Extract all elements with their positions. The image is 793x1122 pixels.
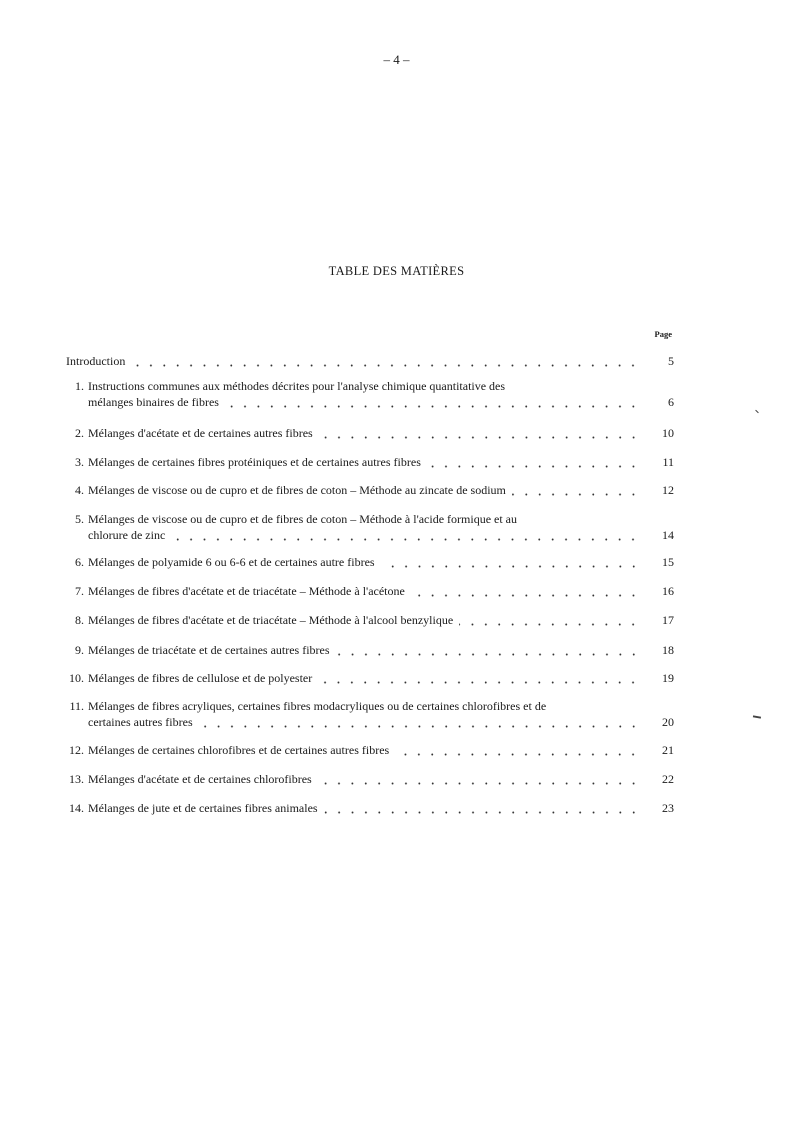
entry-title: Mélanges de triacétate et de certaines autres fibres [88,643,330,657]
entry-title: mélanges binaires de fibres [88,395,219,409]
entry-number: 1. [75,379,84,393]
entry-page: 23 [662,801,674,815]
entry-title: Mélanges de polyamide 6 ou 6-6 et de certaines autre fibres [88,555,375,569]
scan-mark [755,410,759,414]
scan-mark [753,715,761,718]
entry-page: 5 [668,354,674,368]
dot-leader [395,744,640,756]
page-title: TABLE DES MATIÈRES [328,264,465,278]
entry-page: 15 [662,555,674,569]
entry-page: 14 [662,528,674,542]
dot-leader [171,529,640,541]
page-column-header: Page [654,329,672,339]
entry-number: 6. [75,555,84,569]
toc-entry [66,583,674,599]
toc-entry [66,425,674,441]
entry-title: certaines autres fibres [88,715,193,729]
toc-entry [66,800,674,816]
entry-page: 21 [662,743,674,757]
dot-leader [381,556,640,568]
dot-leader [318,773,640,785]
entry-page: 19 [662,671,674,685]
entry-page: 17 [662,613,674,627]
page-number: – 4 – [383,52,410,67]
toc-entry [66,742,674,758]
entry-number: 14. [69,801,84,815]
dot-leader [225,396,640,408]
entry-number: 10. [69,671,84,685]
entry-title: Mélanges de fibres acryliques, certaines fibres modacryliques ou de certaines chlorofibres et de [88,699,547,713]
dot-leader [427,456,640,468]
toc-entry [66,771,674,787]
entry-title: Mélanges de viscose ou de cupro et de fibres de coton – Méthode au zincate de sodium [88,483,506,497]
entry-number: 8. [75,613,84,627]
toc-entry [66,378,674,410]
dot-leader [199,716,640,728]
entry-number: 11. [69,699,84,713]
entry-page: 16 [662,584,674,598]
entry-number: 3. [75,455,84,469]
entry-page: 10 [662,426,674,440]
entry-number: 5. [75,512,84,526]
toc-entry [66,642,674,658]
toc-entry [66,698,674,730]
toc-entry [66,554,674,570]
dot-leader [324,802,640,814]
entry-title: Mélanges de jute et de certaines fibres animales [88,801,318,815]
toc-entry [66,670,674,686]
entry-page: 20 [662,715,674,729]
dot-leader [512,484,640,496]
entry-page: 22 [662,772,674,786]
entry-number: 9. [75,643,84,657]
entry-title: Mélanges de fibres d'acétate et de triacétate – Méthode à l'acétone [88,584,405,598]
entry-number: 13. [69,772,84,786]
entry-page: 11 [662,455,674,469]
toc-entry [66,511,674,543]
entry-title: Mélanges de fibres de cellulose et de polyester [88,671,313,685]
dot-leader [411,585,640,597]
entry-page: 18 [662,643,674,657]
dot-leader [319,427,640,439]
entry-title: Mélanges de certaines fibres protéiniques et de certaines autres fibres [88,455,421,469]
dot-leader [131,355,640,367]
entry-page: 12 [662,483,674,497]
toc-entry [66,353,674,369]
entry-title: Mélanges d'acétate et de certaines autres fibres [88,426,313,440]
entry-title: Mélanges de viscose ou de cupro et de fibres de coton – Méthode à l'acide formique et au [88,512,518,526]
dot-leader [336,644,640,656]
entry-title: Mélanges d'acétate et de certaines chlorofibres [88,772,312,786]
dot-leader [459,614,640,626]
entry-title: Introduction [66,354,126,368]
toc-entry [66,482,674,498]
entry-title: Mélanges de certaines chlorofibres et de certaines autres fibres [88,743,390,757]
entry-title: Instructions communes aux méthodes décrites pour l'analyse chimique quantitative des [88,379,506,393]
entry-number: 12. [69,743,84,757]
entry-number: 2. [75,426,84,440]
entry-title: Mélanges de fibres d'acétate et de triacétate – Méthode à l'alcool benzylique [88,613,454,627]
entry-number: 4. [75,483,84,497]
entry-title: chlorure de zinc [88,528,166,542]
toc-entry [66,612,674,628]
dot-leader [318,672,640,684]
toc-entry [66,454,674,470]
entry-page: 6 [668,395,674,409]
entry-number: 7. [75,584,84,598]
